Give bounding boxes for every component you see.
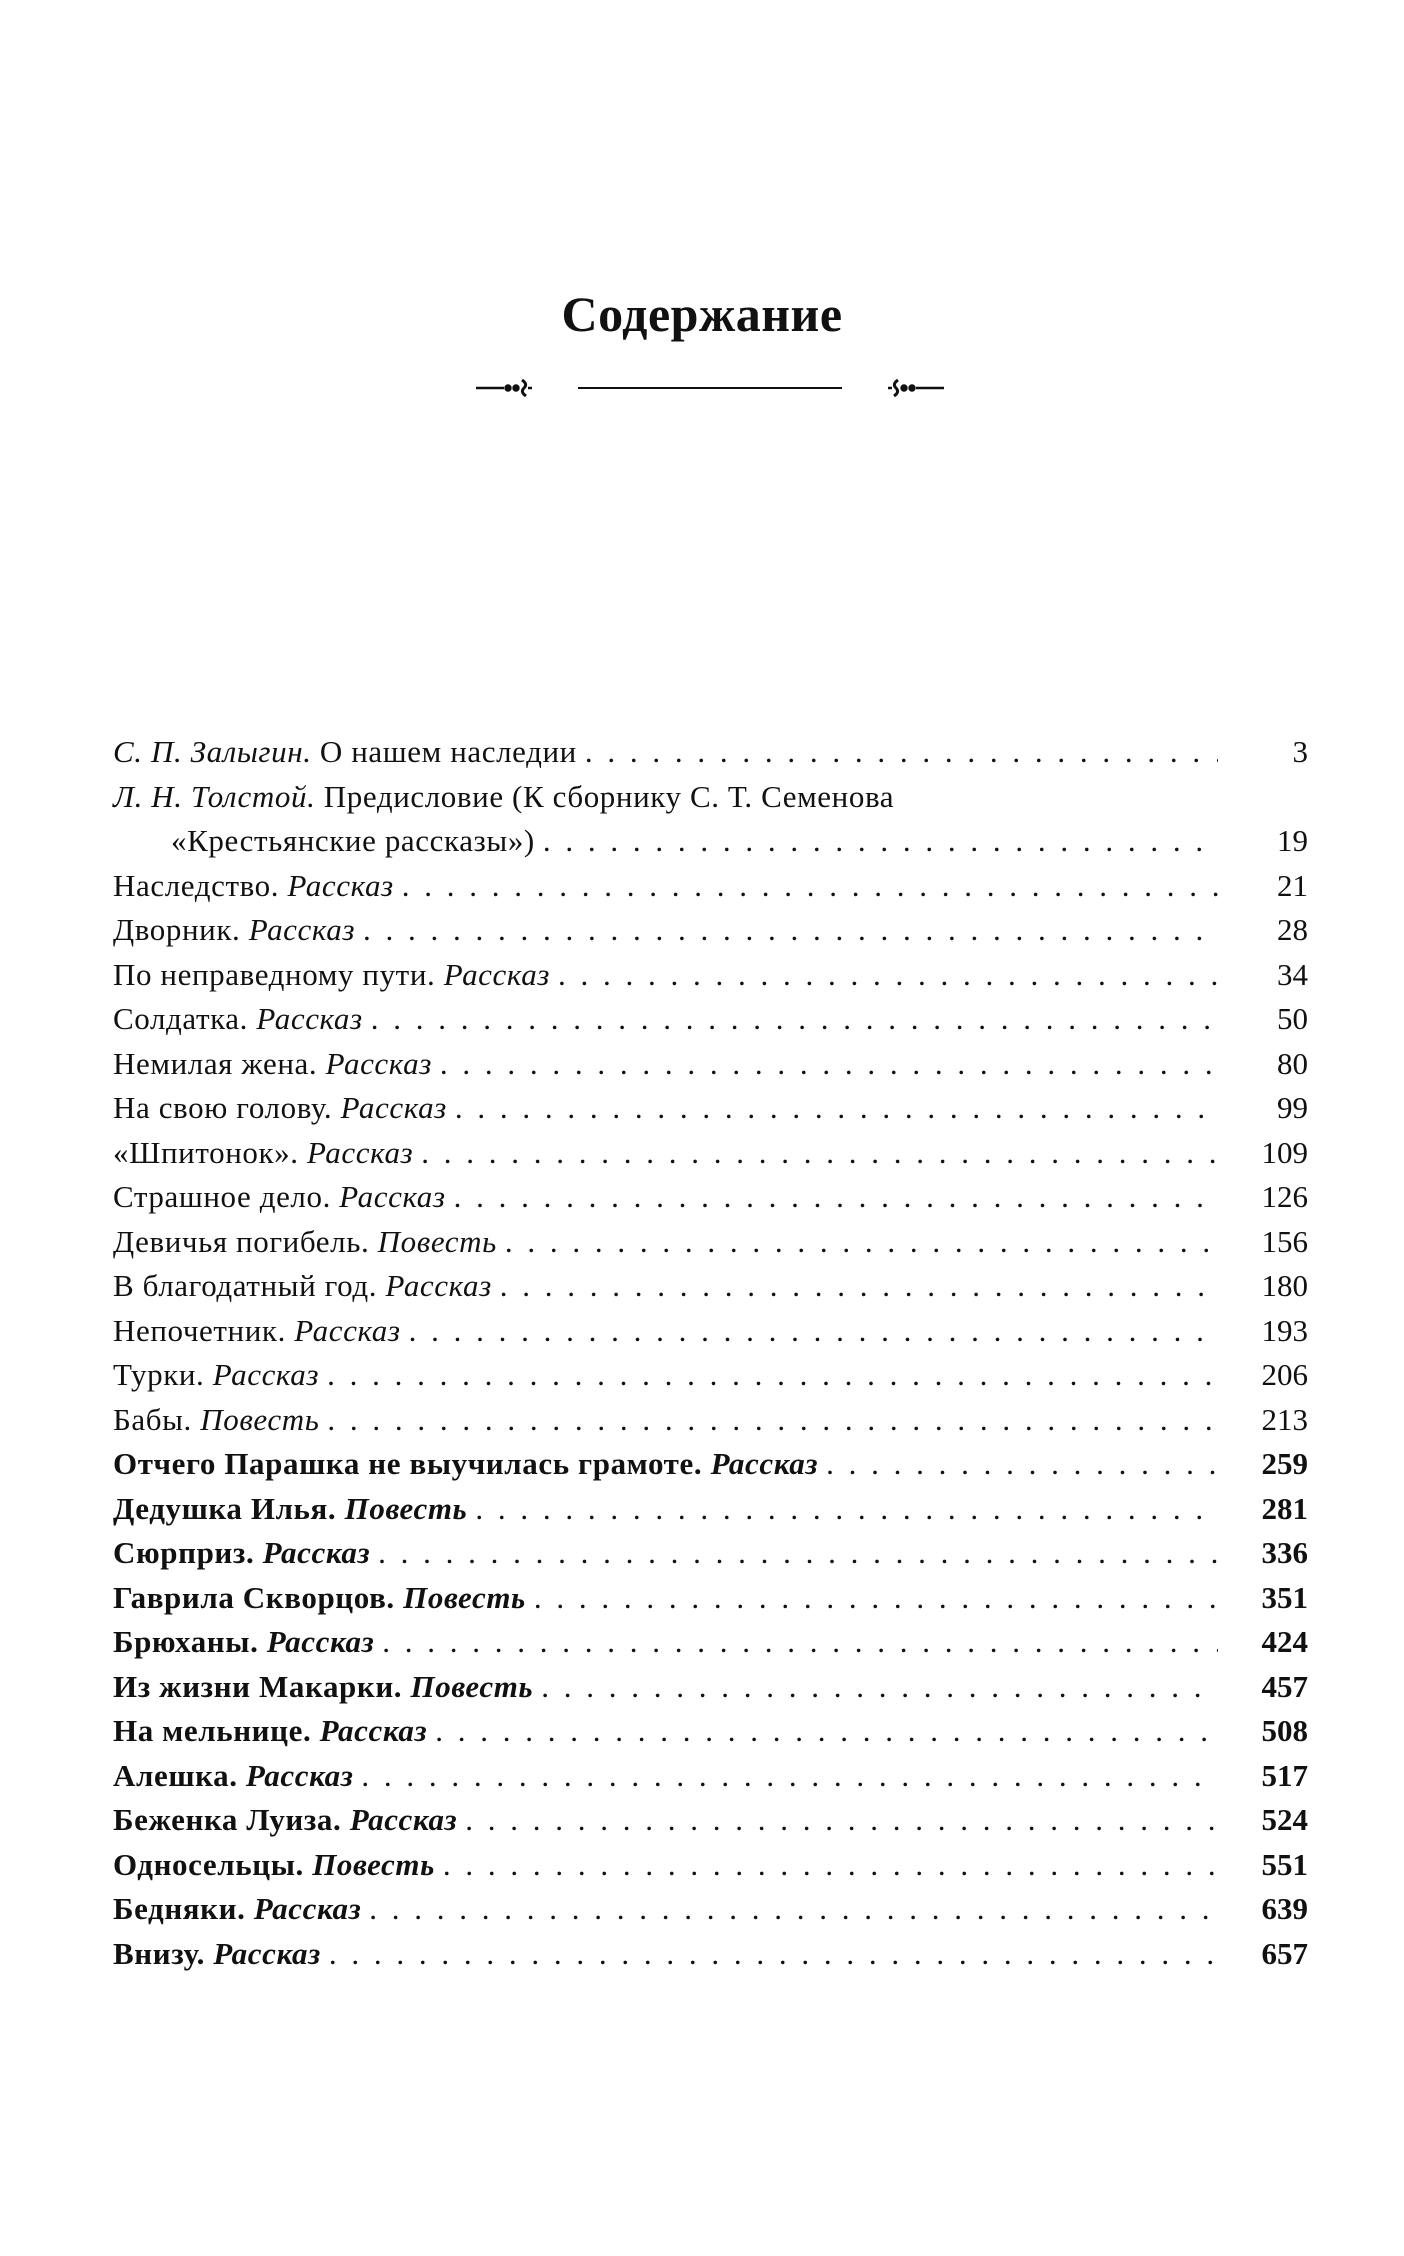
toc-entry <box>113 1264 1308 1309</box>
dot-leader <box>329 1932 1218 1977</box>
toc-entry-title <box>113 730 577 775</box>
toc-entry-genre: Рассказ <box>204 1357 320 1392</box>
toc-entry-genre: Рассказ <box>377 1268 492 1303</box>
toc-entry-page: 34 <box>1277 956 1308 992</box>
toc-entry <box>113 1709 1308 1754</box>
toc-entry-text: Гаврила Скворцов. <box>113 1579 395 1615</box>
toc-entry-genre: Рассказ <box>248 1001 363 1036</box>
toc-entry-text: На мельнице. <box>113 1713 312 1748</box>
toc-entry <box>113 1175 1308 1220</box>
toc-entry-page: 424 <box>1261 1624 1308 1659</box>
toc-entry <box>113 1798 1308 1843</box>
toc-entry-genre: Рассказ <box>435 956 551 992</box>
toc-entry-title <box>113 953 550 998</box>
toc-entry-genre: Повесть <box>394 1579 526 1615</box>
toc-entry-genre: Рассказ <box>237 1757 354 1793</box>
dot-leader <box>543 819 1218 864</box>
toc-entry-genre: Повесть <box>303 1846 435 1882</box>
ornament-divider-icon <box>470 368 950 408</box>
dot-leader <box>585 730 1218 775</box>
toc-entry-text: В благодатный год. <box>113 1268 378 1303</box>
dot-leader <box>500 1264 1218 1309</box>
toc-entry-text: Из жизни Макарки. <box>113 1668 403 1704</box>
toc-entry-genre: Рассказ <box>317 1045 432 1081</box>
toc-entry <box>113 730 1308 775</box>
toc-entry <box>113 1932 1308 1977</box>
toc-entry-page: 180 <box>1261 1268 1308 1303</box>
toc-entry-text: Предисловие (К сборнику С. Т. Семенова <box>323 778 895 814</box>
dot-leader <box>826 1442 1218 1487</box>
dot-leader <box>534 1576 1218 1621</box>
toc-entry-text: «Шпитонок». <box>113 1134 299 1170</box>
toc-entry-genre: Рассказ <box>204 1935 321 1971</box>
toc-entry-title <box>113 1131 413 1176</box>
dot-leader <box>541 1665 1218 1710</box>
dot-leader <box>558 953 1218 998</box>
toc-entry-page: 639 <box>1261 1891 1308 1926</box>
toc-entry <box>113 997 1308 1042</box>
toc-entry-text: Брюханы. <box>113 1624 259 1659</box>
dot-leader <box>421 1131 1218 1176</box>
toc-entry <box>113 1665 1308 1710</box>
toc-entry-genre: Рассказ <box>279 867 394 903</box>
toc-entry-genre: Повесть <box>402 1668 534 1704</box>
toc-entry <box>113 1353 1308 1398</box>
toc-entry <box>113 1576 1308 1621</box>
page-title: Содержание <box>561 286 843 342</box>
toc-entry-page: 213 <box>1261 1401 1308 1437</box>
dot-leader <box>363 908 1218 953</box>
toc-entry-page: 336 <box>1261 1535 1308 1570</box>
toc-entry-title <box>113 1887 361 1932</box>
toc-entry-page: 28 <box>1277 912 1308 947</box>
toc-entry-author: С. П. Залыгин. <box>113 734 320 769</box>
toc-entry-text: Сюрприз. <box>113 1535 255 1570</box>
toc-entry <box>113 1309 1308 1354</box>
toc-entry-text: Непочетник. <box>113 1312 286 1348</box>
toc-entry-title <box>113 864 394 909</box>
dot-leader <box>378 1531 1218 1576</box>
toc-entry-title <box>113 1932 321 1977</box>
toc-entry-title <box>113 1576 526 1621</box>
toc-entry-text: Страшное дело. <box>113 1179 331 1214</box>
toc-entry-genre: Рассказ <box>298 1134 414 1170</box>
toc-entry-genre: Рассказ <box>254 1535 371 1570</box>
toc-entry-text: Отчего Парашка не выучилась грамоте. <box>113 1446 703 1481</box>
toc-entry-page: 109 <box>1261 1134 1308 1170</box>
toc-entry-title <box>113 1264 492 1309</box>
toc-entry-page: 19 <box>1277 823 1308 858</box>
toc-entry <box>113 1042 1308 1087</box>
toc-entry-title <box>113 1175 446 1220</box>
toc-entry <box>113 864 1308 909</box>
toc-entry-genre: Повесть <box>336 1490 468 1526</box>
toc-entry <box>113 1487 1308 1532</box>
toc-entry-title <box>113 1309 401 1354</box>
toc-entry-title <box>113 1442 818 1487</box>
toc-entry-page: 508 <box>1261 1713 1308 1748</box>
toc-entry-title <box>113 1665 533 1710</box>
toc-entry-title <box>113 1754 353 1799</box>
dot-leader <box>440 1042 1218 1087</box>
toc-entry-page: 517 <box>1261 1757 1308 1793</box>
dot-leader <box>382 1620 1218 1665</box>
toc-entry-title <box>113 1353 319 1398</box>
toc-entry-text: На свою голову. <box>113 1090 333 1125</box>
toc-entry-genre: Рассказ <box>341 1802 458 1837</box>
toc-entry-title <box>113 908 355 953</box>
toc-entry-text: Наследство. <box>113 867 280 903</box>
toc-entry-genre: Рассказ <box>245 1891 362 1926</box>
toc-entry-text: Немилая жена. <box>113 1045 318 1081</box>
toc-entry-page: 551 <box>1261 1846 1308 1882</box>
dot-leader <box>327 1353 1218 1398</box>
toc-entry-title <box>113 1487 467 1532</box>
toc-entry-genre: Рассказ <box>285 1312 401 1348</box>
toc-entry-text: Алешка. <box>113 1757 238 1793</box>
toc-entry <box>113 1220 1308 1265</box>
toc-entry <box>113 1086 1308 1131</box>
toc-entry-page: 281 <box>1261 1490 1308 1526</box>
dot-leader <box>371 997 1218 1042</box>
toc-entry-genre: Рассказ <box>330 1179 446 1214</box>
toc-entry-genre: Повесть <box>369 1223 497 1259</box>
toc-entry-text: Односельцы. <box>113 1846 304 1882</box>
toc-entry-title <box>171 819 535 864</box>
toc-entry-page: 126 <box>1261 1179 1308 1214</box>
toc-entry-genre: Рассказ <box>311 1713 428 1748</box>
toc-entry <box>113 953 1308 998</box>
toc-entry <box>113 1887 1308 1932</box>
toc-entry-page: 457 <box>1261 1668 1308 1704</box>
toc-entry <box>113 1843 1308 1888</box>
dot-leader <box>475 1487 1218 1532</box>
toc-entry-title <box>113 1042 432 1087</box>
toc-entry-page: 80 <box>1277 1045 1308 1081</box>
toc-entry-page: 206 <box>1261 1357 1308 1392</box>
toc-entry-text: Девичья погибель. <box>113 1223 370 1259</box>
toc-entry-author: Л. Н. Толстой. <box>113 778 324 814</box>
toc-entry-genre: Рассказ <box>332 1090 447 1125</box>
toc-entry-page: 657 <box>1261 1935 1308 1971</box>
toc-entry-text: Дворник. <box>113 912 241 947</box>
toc-entry <box>113 1442 1308 1487</box>
toc-entry <box>113 1754 1308 1799</box>
toc-entry <box>113 1620 1308 1665</box>
toc-entry-page: 99 <box>1277 1090 1308 1125</box>
dot-leader <box>409 1309 1218 1354</box>
dot-leader <box>465 1798 1218 1843</box>
toc-entry <box>113 775 1308 820</box>
dot-leader <box>454 1175 1218 1220</box>
table-of-contents <box>113 730 1308 1976</box>
toc-entry-title <box>113 1709 427 1754</box>
toc-entry-page: 156 <box>1261 1223 1308 1259</box>
toc-entry-genre: Рассказ <box>258 1624 375 1659</box>
toc-entry-text: По неправедному пути. <box>113 956 436 992</box>
toc-entry-text: О нашем наследии <box>319 734 577 769</box>
toc-entry-text: Солдатка. <box>113 1001 249 1036</box>
toc-entry <box>113 1131 1308 1176</box>
toc-entry-page: 50 <box>1277 1001 1308 1036</box>
dot-leader <box>435 1709 1218 1754</box>
toc-entry-page: 3 <box>1292 734 1308 769</box>
toc-entry-text: Турки. <box>113 1357 205 1392</box>
toc-entry-genre: Рассказ <box>702 1446 819 1481</box>
toc-entry-title <box>113 775 894 820</box>
toc-entry-text: Беженка Луиза. <box>113 1802 342 1837</box>
toc-entry-page: 21 <box>1277 867 1308 903</box>
toc-entry-text: Внизу. <box>113 1935 205 1971</box>
toc-entry-text: Дедушка Илья. <box>113 1490 337 1526</box>
toc-entry <box>113 819 1308 864</box>
toc-entry-title <box>113 997 363 1042</box>
dot-leader <box>361 1754 1218 1799</box>
dot-leader <box>443 1843 1218 1888</box>
dot-leader <box>505 1220 1218 1265</box>
dot-leader <box>327 1398 1218 1443</box>
toc-entry <box>113 908 1308 953</box>
toc-entry-page: 193 <box>1261 1312 1308 1348</box>
toc-entry <box>113 1531 1308 1576</box>
toc-entry-title <box>113 1086 447 1131</box>
dot-leader <box>402 864 1218 909</box>
dot-leader <box>369 1887 1218 1932</box>
toc-entry-page: 259 <box>1261 1446 1308 1481</box>
toc-entry-page: 524 <box>1261 1802 1308 1837</box>
toc-entry-text: «Крестьянские рассказы») <box>171 823 535 858</box>
toc-entry-text: Бедняки. <box>113 1891 246 1926</box>
dot-leader <box>455 1086 1218 1131</box>
toc-entry-text: Бабы. <box>113 1401 192 1437</box>
toc-entry-title <box>113 1531 370 1576</box>
toc-entry-title <box>113 1620 374 1665</box>
toc-entry <box>113 1398 1308 1443</box>
toc-entry-genre: Рассказ <box>240 912 356 947</box>
toc-entry-title <box>113 1798 457 1843</box>
toc-entry-title <box>113 1398 319 1443</box>
toc-entry-genre: Повесть <box>191 1401 320 1437</box>
toc-entry-title <box>113 1843 435 1888</box>
toc-entry-page: 351 <box>1261 1579 1308 1615</box>
toc-entry-title <box>113 1220 497 1265</box>
